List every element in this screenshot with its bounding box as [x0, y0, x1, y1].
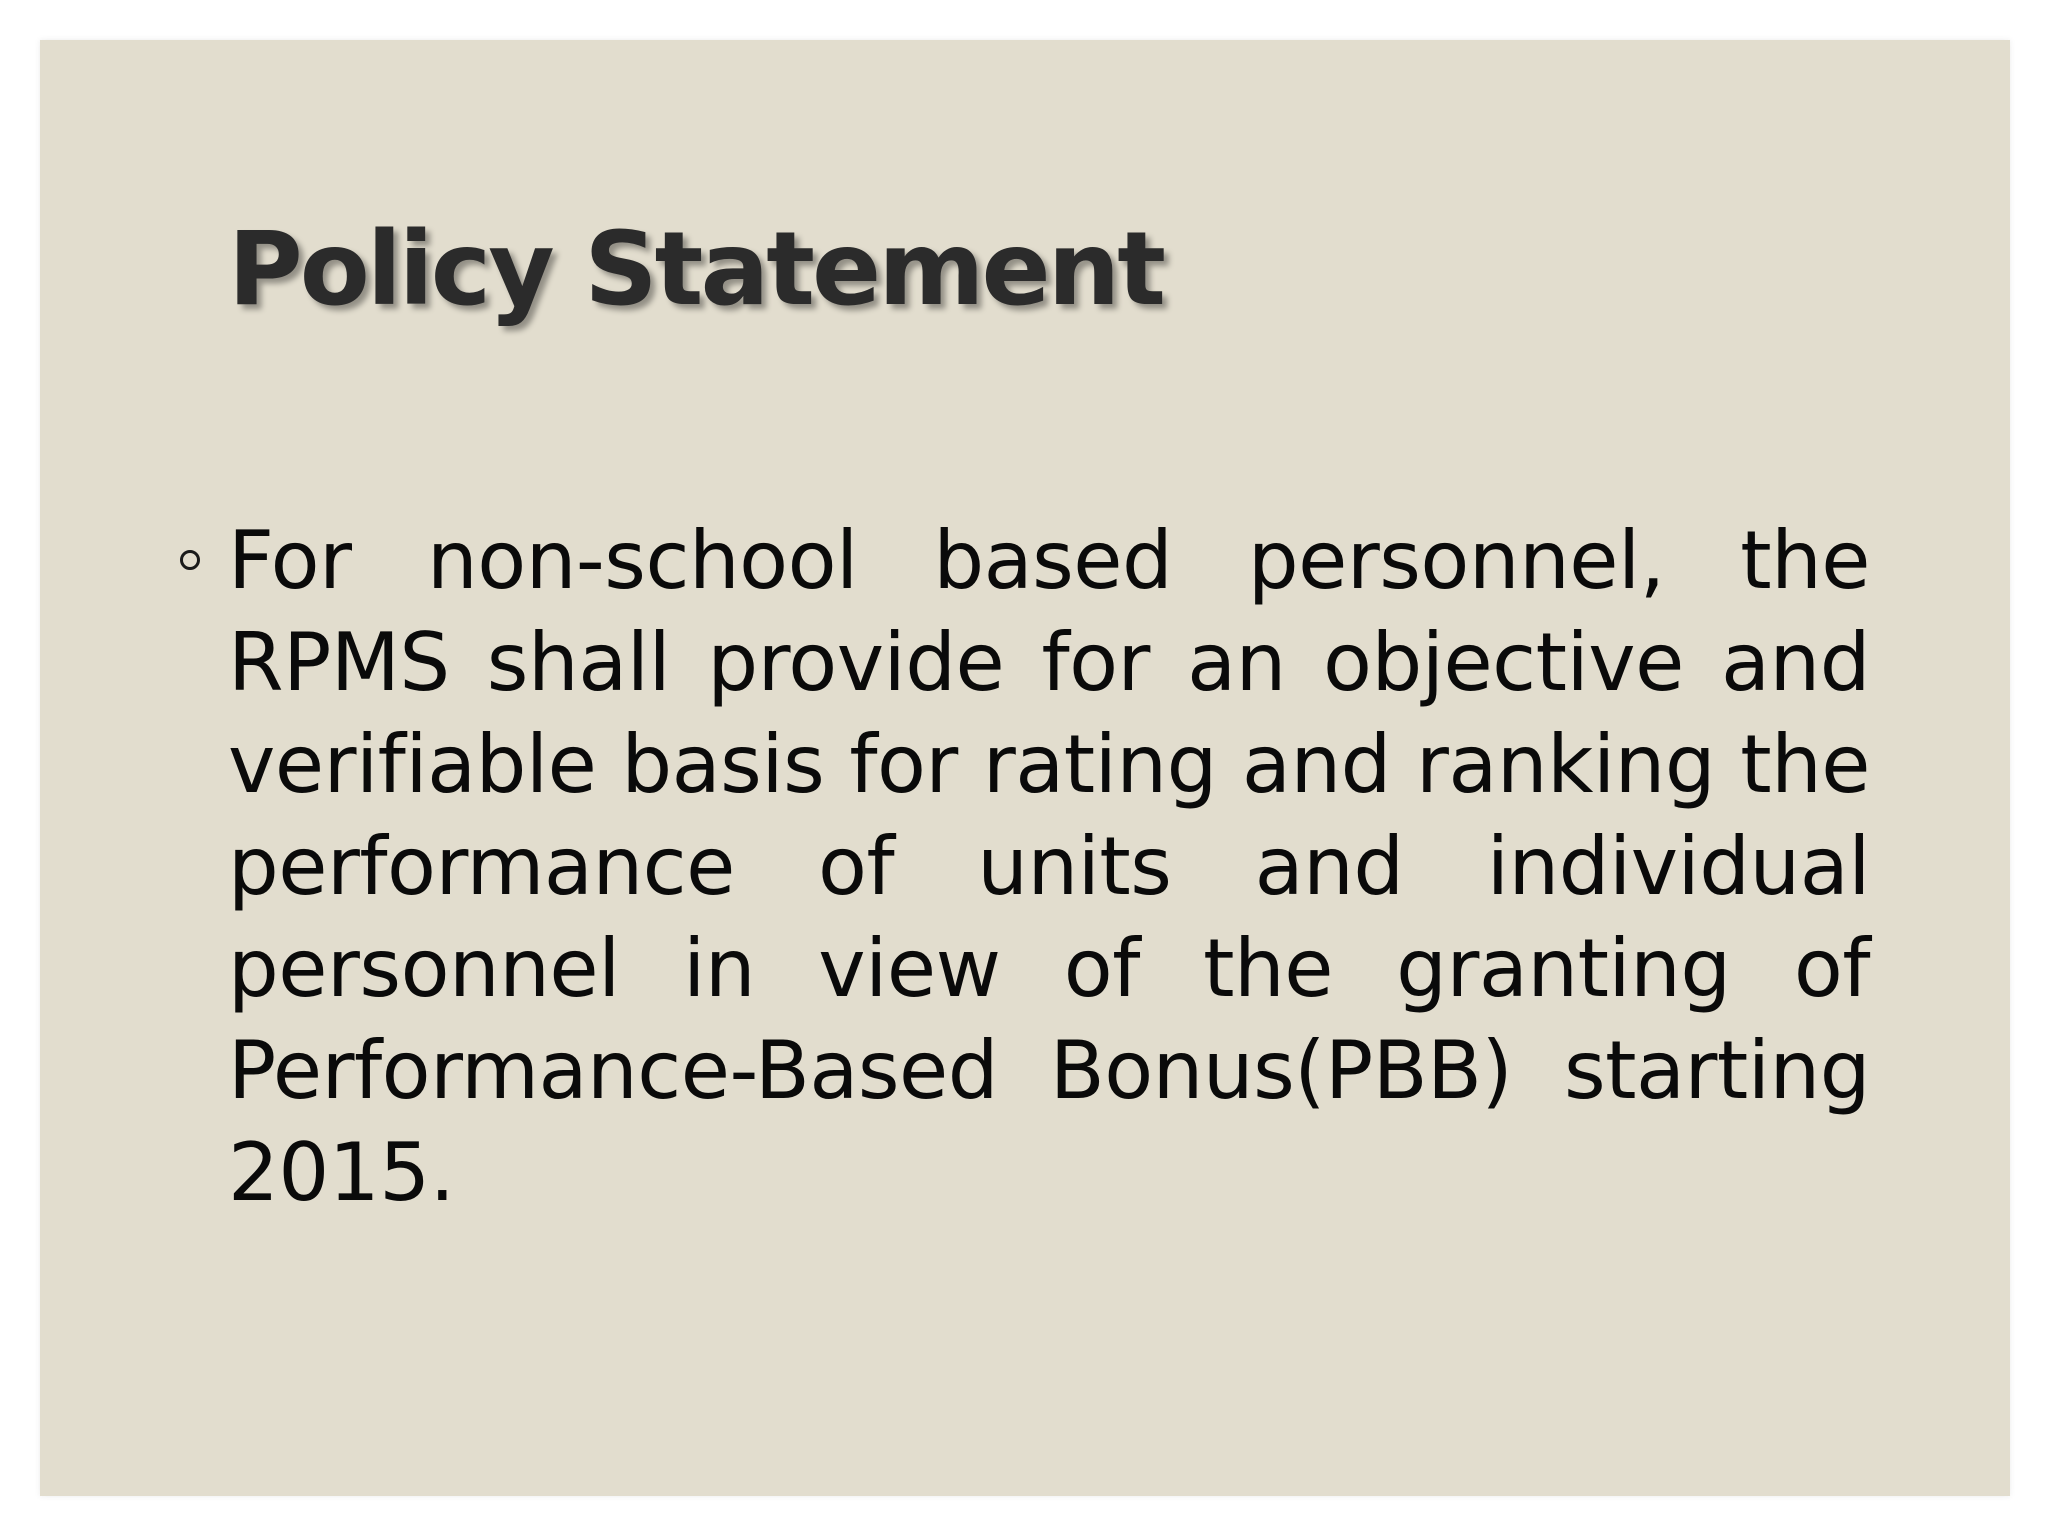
bullet-item	[180, 510, 1870, 1224]
bullet-list	[180, 510, 1870, 1224]
hollow-circle-bullet-icon	[180, 550, 200, 570]
bullet-text: For non-school based personnel, the RPMS shall provide for an objective and verifiable basis for rating and ranking the performance of units and individual personnel in view of the granting of Performance-Based Bonus(PBB) starting 2015.	[228, 514, 1870, 1219]
slide	[40, 40, 2010, 1496]
slide-title: Policy Statement	[228, 210, 1164, 329]
